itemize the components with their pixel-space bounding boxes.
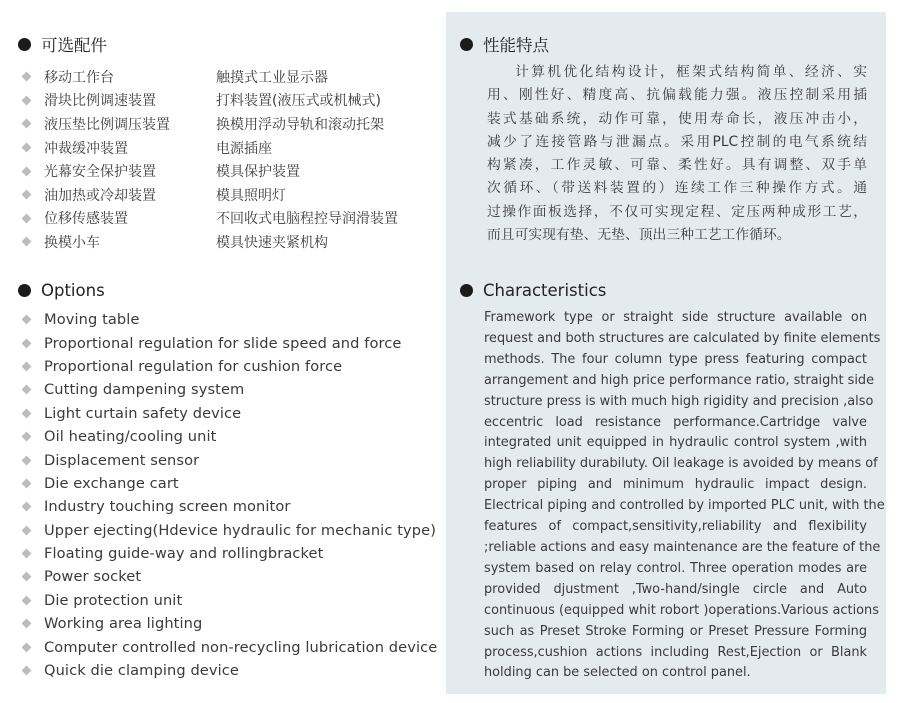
diamond-bullet-icon — [22, 213, 32, 223]
list-item: Proportional regulation for cushion force — [20, 355, 437, 378]
list-item: Floating guide-way and rollingbracket — [20, 542, 437, 565]
paragraph-line: 装式基础系统，动作可靠，使用寿命长，液压冲击小， — [487, 110, 867, 127]
list-item: Displacement sensor — [20, 448, 437, 471]
paragraph-line: 减少了连接管路与泄漏点。采用PLC控制的电气系统结 — [487, 133, 867, 150]
bullet-dot-icon — [18, 284, 31, 297]
diamond-bullet-icon — [22, 666, 32, 676]
diamond-bullet-icon — [22, 119, 32, 129]
accessories-title: 可选配件 — [41, 36, 107, 55]
list-item: 不回收式电脑程控导润滑装置 — [216, 211, 398, 228]
accessories-list-col2 — [216, 65, 398, 254]
paragraph-line: Electrical piping and controlled by imported PLC unit, with the — [484, 498, 885, 514]
diamond-bullet-icon — [22, 642, 32, 652]
options-heading — [18, 281, 105, 300]
diamond-bullet-icon — [22, 143, 32, 153]
diamond-bullet-icon — [22, 190, 32, 200]
paragraph-line: eccentric load resistance performance.Cartridge valve — [484, 414, 867, 430]
list-item: Power socket — [20, 565, 437, 588]
bullet-dot-icon — [18, 38, 31, 51]
characteristics-paragraph — [484, 308, 885, 684]
paragraph-line: 用、刚性好、精度高、抗偏载能力强。液压控制采用插 — [487, 87, 867, 104]
features-title: 性能特点 — [483, 36, 549, 55]
diamond-bullet-icon — [22, 525, 32, 535]
list-item: Moving table — [20, 308, 437, 331]
list-item: 模具快速夹紧机构 — [216, 234, 328, 251]
bullet-dot-icon — [460, 284, 473, 297]
paragraph-line: integrated unit equipped in hydraulic control system ,with — [484, 435, 867, 451]
paragraph-line: ;reliable actions and easy maintenance are the feature of the — [484, 539, 881, 555]
diamond-bullet-icon — [22, 338, 32, 348]
accessories-heading — [18, 32, 107, 56]
paragraph-line: features of compact,sensitivity,reliability and flexibility — [484, 519, 867, 535]
list-item: Working area lighting — [20, 612, 437, 635]
paragraph-line: 构紧凑，工作灵敏、可靠、柔性好。具有调整、双手单 — [487, 157, 867, 174]
features-heading — [460, 32, 549, 56]
list-item: Quick die clamping device — [20, 659, 437, 682]
list-item: 换模用浮动导轨和滚动托架 — [216, 116, 384, 133]
diamond-bullet-icon — [22, 408, 32, 418]
diamond-bullet-icon — [22, 455, 32, 465]
diamond-bullet-icon — [22, 166, 32, 176]
list-item: 冲裁缓冲装置 — [20, 136, 170, 160]
diamond-bullet-icon — [22, 478, 32, 488]
characteristics-title: Characteristics — [483, 281, 607, 300]
bullet-dot-icon — [460, 38, 473, 51]
diamond-bullet-icon — [22, 72, 32, 82]
list-item: 光幕安全保护装置 — [20, 159, 170, 183]
list-item: 打料装置(液压式或机械式) — [216, 93, 381, 110]
diamond-bullet-icon — [22, 432, 32, 442]
paragraph-line: 而且可实现有垫、无垫、顶出三种工艺工作循环。 — [487, 227, 791, 244]
paragraph-line: such as Preset Stroke Forming or Preset Pressure Forming — [484, 623, 867, 639]
list-item: 电源插座 — [216, 140, 272, 157]
paragraph-line: high reliability durabiluty. Oil leakage is avoided by means of — [484, 456, 878, 472]
paragraph-line: proper piping and minimum hydraulic impact design. — [484, 477, 867, 493]
list-item: Proportional regulation for slide speed and force — [20, 331, 437, 354]
list-item: Oil heating/cooling unit — [20, 425, 437, 448]
diamond-bullet-icon — [22, 595, 32, 605]
paragraph-line: methods. The four column type press featuring compact — [484, 351, 867, 367]
list-item: Die protection unit — [20, 589, 437, 612]
list-item: 模具保护装置 — [216, 164, 300, 181]
diamond-bullet-icon — [22, 572, 32, 582]
list-item: 移动工作台 — [20, 65, 170, 89]
diamond-bullet-icon — [22, 502, 32, 512]
paragraph-line: 次循环、（带送料装置的）连续工作三种操作方式。通 — [487, 180, 867, 197]
diamond-bullet-icon — [22, 549, 32, 559]
diamond-bullet-icon — [22, 237, 32, 247]
list-item: Cutting dampening system — [20, 378, 437, 401]
list-item: 油加热或冷却装置 — [20, 183, 170, 207]
paragraph-line: process,cushion actions including Rest,Ejection or Blank — [484, 644, 867, 660]
characteristics-heading — [460, 281, 606, 300]
list-item: 滑块比例调速装置 — [20, 89, 170, 113]
diamond-bullet-icon — [22, 315, 32, 325]
paragraph-line: continuous (equipped whit robort )operations.Various actions — [484, 602, 879, 618]
list-item: Light curtain safety device — [20, 402, 437, 425]
paragraph-line: 过操作面板选择，不仅可实现定程、定压两种成形工艺， — [487, 203, 867, 220]
list-item: 位移传感装置 — [20, 207, 170, 231]
options-title: Options — [41, 281, 105, 300]
accessories-list-col1 — [20, 65, 170, 254]
options-list — [20, 308, 437, 682]
diamond-bullet-icon — [22, 362, 32, 372]
diamond-bullet-icon — [22, 619, 32, 629]
diamond-bullet-icon — [22, 385, 32, 395]
paragraph-line: provided djustment ,Two-hand/single circle and Auto — [484, 581, 867, 597]
list-item: 液压垫比例调压装置 — [20, 112, 170, 136]
paragraph-line: holding can be selected on control panel. — [484, 665, 751, 681]
list-item: 换模小车 — [20, 230, 170, 254]
paragraph-line: system based on relay control. Three operation modes are — [484, 560, 867, 576]
list-item: Computer controlled non-recycling lubrication device — [20, 635, 437, 658]
list-item: Industry touching screen monitor — [20, 495, 437, 518]
paragraph-line: request and both structures are calculated by finite elements — [484, 330, 881, 346]
list-item: 模具照明灯 — [216, 187, 286, 204]
features-paragraph — [487, 61, 867, 247]
paragraph-line: Framework type or straight side structure available on — [484, 310, 867, 325]
paragraph-line: arrangement and high price performance ratio, straight side — [484, 372, 875, 388]
diamond-bullet-icon — [22, 95, 32, 105]
list-item: 触摸式工业显示器 — [216, 69, 328, 86]
paragraph-line: 计算机优化结构设计，框架式结构简单、经济、实 — [515, 64, 867, 80]
paragraph-line: structure press is with much high rigidity and precision ,also — [484, 393, 874, 409]
list-item: Upper ejecting(Hdevice hydraulic for mechanic type) — [20, 519, 437, 542]
list-item: Die exchange cart — [20, 472, 437, 495]
